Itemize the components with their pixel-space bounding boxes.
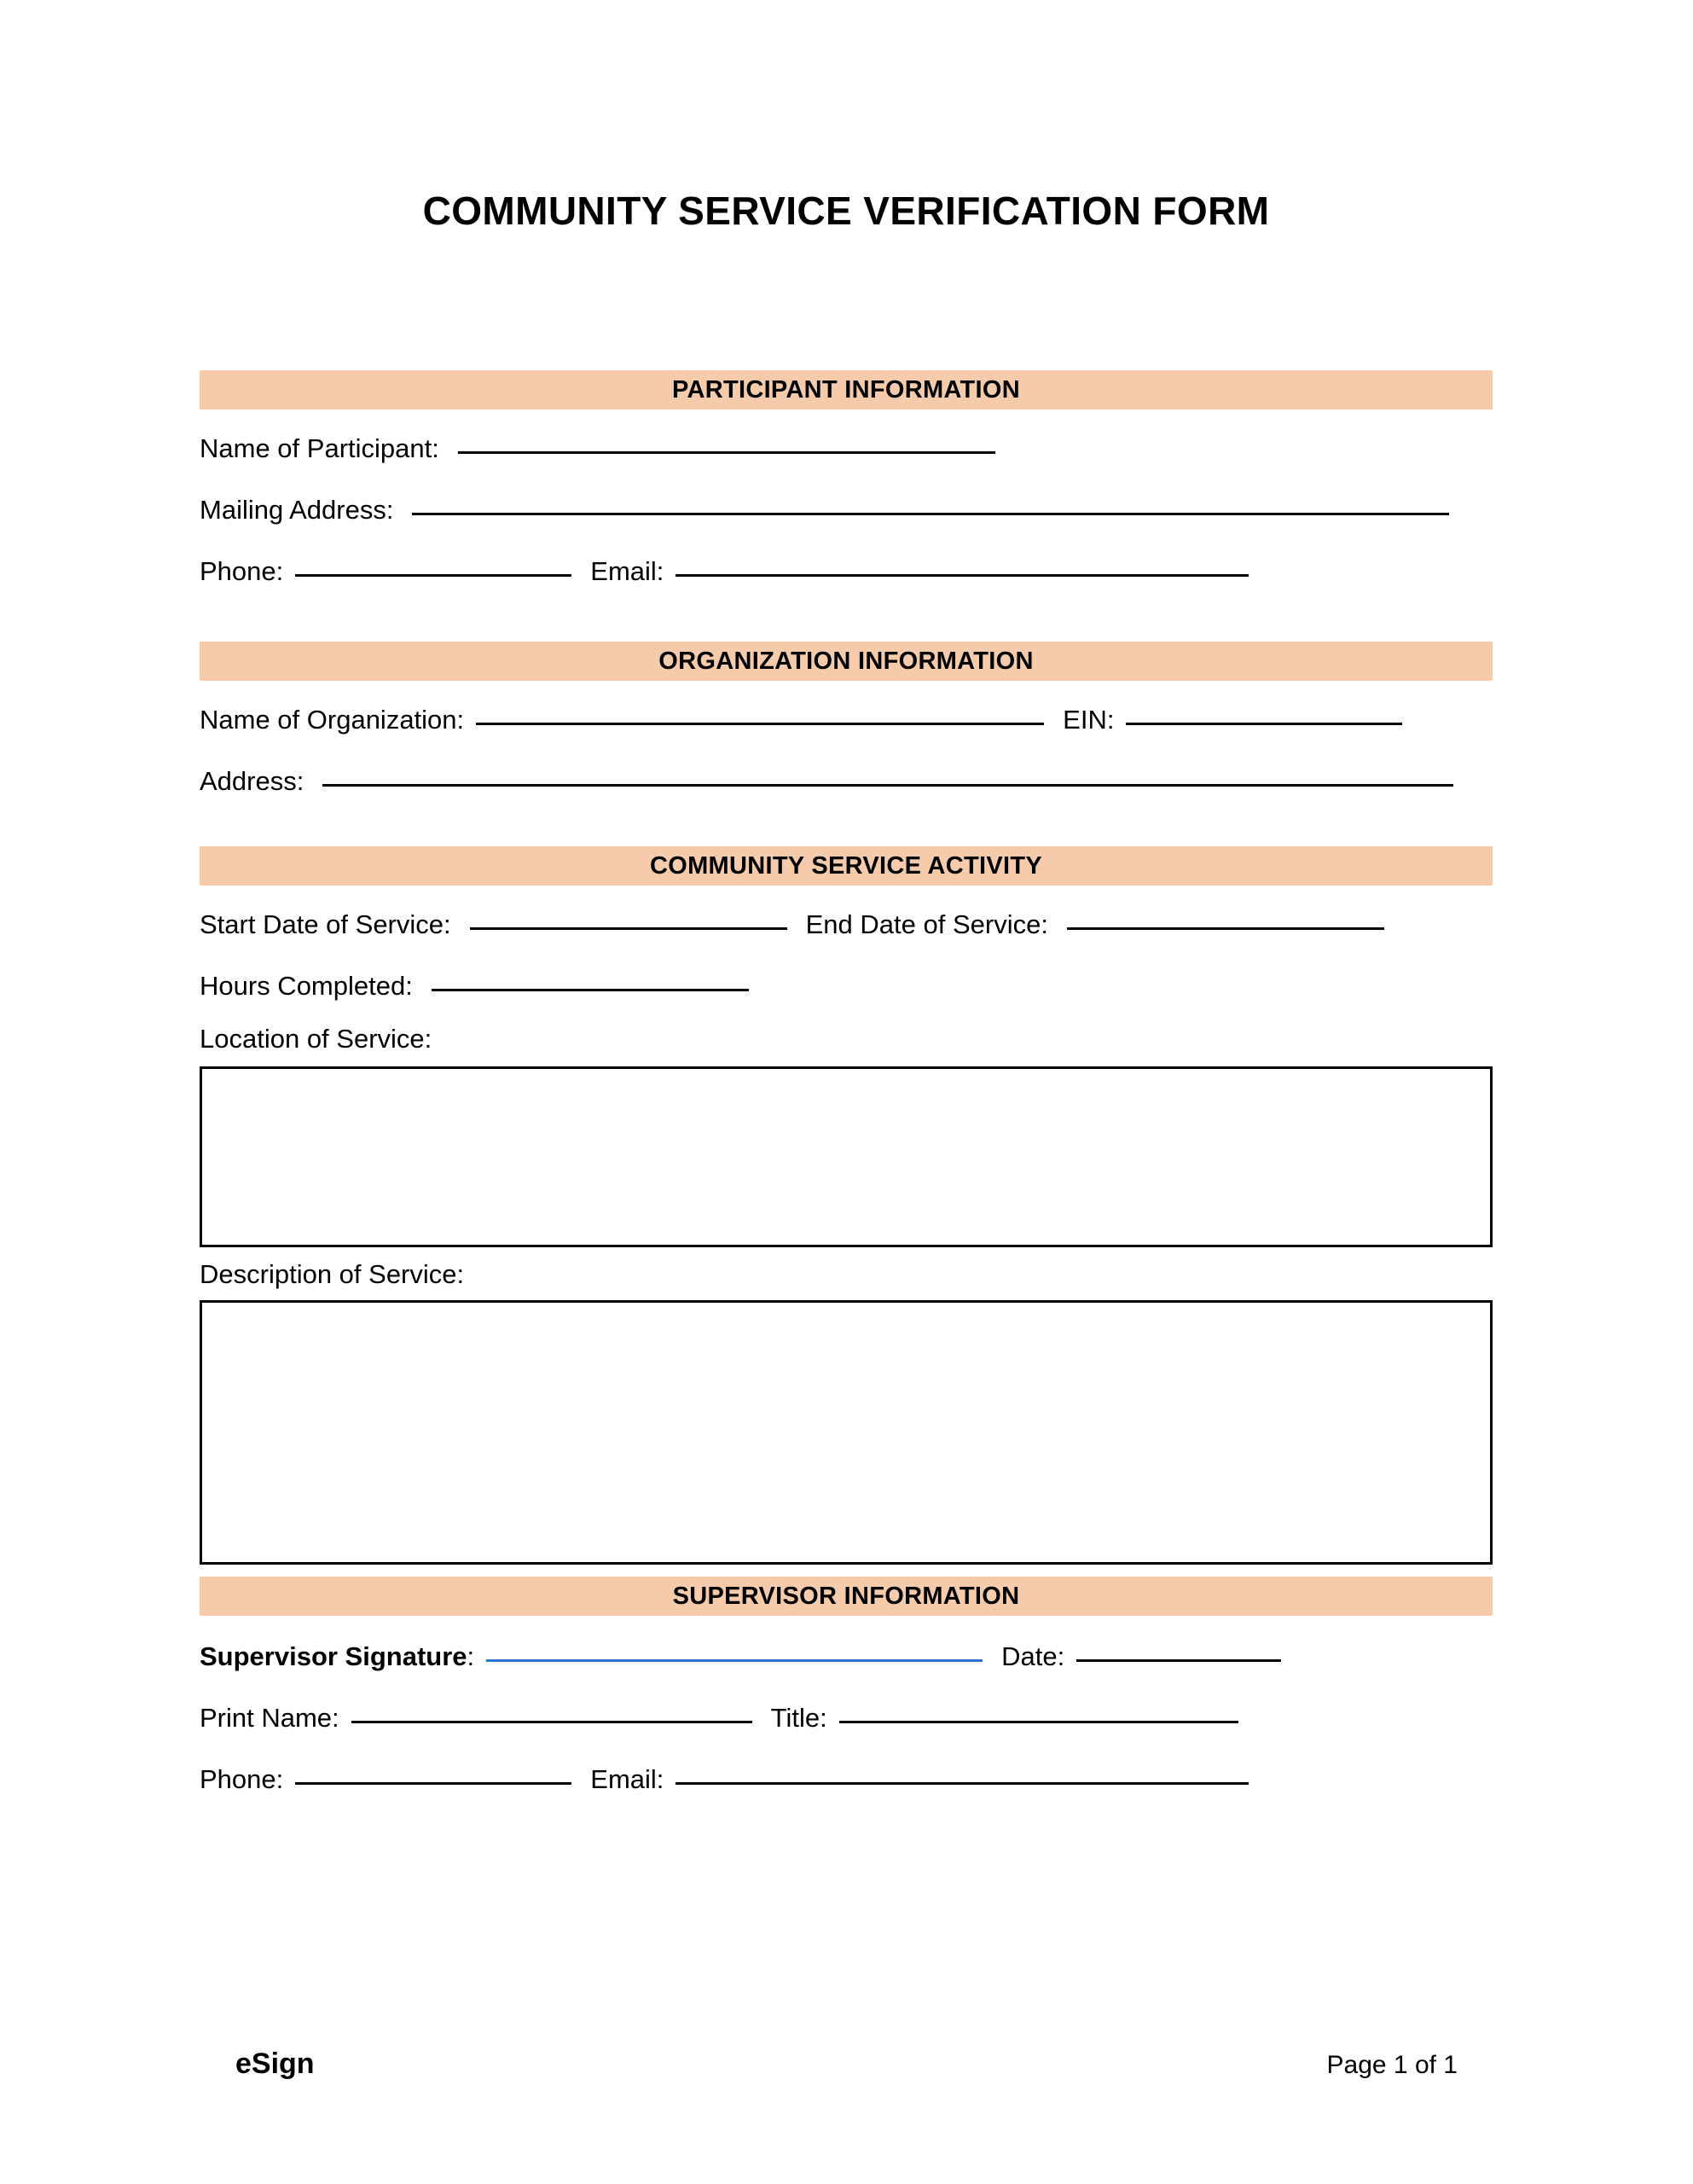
field-row-supervisor-signature-date — [200, 1638, 1281, 1676]
section-header-organization-information: ORGANIZATION INFORMATION — [200, 642, 1493, 681]
input-name-of-participant[interactable] — [458, 451, 995, 454]
field-row-description-of-service — [200, 1256, 464, 1293]
label-organization-address: Address: — [200, 766, 304, 796]
label-location-of-service: Location of Service: — [200, 1024, 432, 1054]
field-row-supervisor-phone-email — [200, 1761, 1249, 1798]
field-row-supervisor-print-name-title — [200, 1699, 1238, 1737]
input-supervisor-email[interactable] — [675, 1782, 1249, 1785]
field-row-participant-phone-email — [200, 553, 1249, 590]
field-row-service-dates — [200, 906, 1384, 944]
label-name-of-participant: Name of Participant: — [200, 433, 439, 463]
input-end-date-of-service[interactable] — [1067, 927, 1384, 930]
field-row-hours-completed — [200, 967, 749, 1005]
input-supervisor-signature[interactable] — [486, 1659, 983, 1662]
label-name-of-organization: Name of Organization: — [200, 705, 465, 735]
label-print-name: Print Name: — [200, 1703, 339, 1733]
footer-brand-esign: eSign — [235, 2048, 315, 2080]
label-hours-completed: Hours Completed: — [200, 971, 413, 1001]
label-start-date-of-service: Start Date of Service: — [200, 909, 451, 939]
label-ein: EIN: — [1063, 705, 1115, 735]
input-location-of-service-textarea[interactable] — [200, 1066, 1493, 1247]
input-participant-email[interactable] — [675, 574, 1249, 577]
section-header-community-service-activity: COMMUNITY SERVICE ACTIVITY — [200, 846, 1493, 886]
input-ein[interactable] — [1126, 723, 1402, 725]
label-supervisor-title: Title: — [770, 1703, 827, 1733]
input-description-of-service-textarea[interactable] — [200, 1300, 1493, 1565]
field-row-location-of-service — [200, 1020, 432, 1058]
input-print-name[interactable] — [351, 1721, 752, 1723]
input-start-date-of-service[interactable] — [470, 927, 787, 930]
label-end-date-of-service: End Date of Service: — [805, 909, 1048, 939]
label-participant-email: Email: — [590, 556, 664, 586]
label-supervisor-signature: Supervisor Signature — [200, 1641, 467, 1671]
page-title: COMMUNITY SERVICE VERIFICATION FORM — [422, 189, 1270, 233]
input-hours-completed[interactable] — [432, 989, 749, 991]
label-supervisor-email: Email: — [590, 1764, 664, 1794]
label-participant-phone: Phone: — [200, 556, 284, 586]
input-participant-phone[interactable] — [295, 574, 571, 577]
label-description-of-service: Description of Service: — [200, 1259, 465, 1289]
field-row-participant-mailing-address — [200, 491, 1449, 529]
label-supervisor-signature-colon: : — [467, 1641, 475, 1671]
field-row-organization-name-ein — [200, 701, 1402, 739]
input-supervisor-phone[interactable] — [295, 1782, 571, 1785]
input-organization-address[interactable] — [322, 784, 1453, 787]
input-supervisor-title[interactable] — [839, 1721, 1238, 1723]
input-name-of-organization[interactable] — [476, 723, 1044, 725]
field-row-participant-name — [200, 430, 995, 468]
section-header-supervisor-information: SUPERVISOR INFORMATION — [200, 1577, 1493, 1616]
label-supervisor-phone: Phone: — [200, 1764, 284, 1794]
label-mailing-address: Mailing Address: — [200, 495, 394, 525]
label-supervisor-date: Date: — [1001, 1641, 1065, 1671]
input-mailing-address[interactable] — [412, 513, 1449, 515]
footer-page-number: Page 1 of 1 — [1326, 2051, 1458, 2079]
input-supervisor-date[interactable] — [1076, 1659, 1281, 1662]
section-header-participant-information: PARTICIPANT INFORMATION — [200, 370, 1493, 410]
field-row-organization-address — [200, 763, 1453, 800]
